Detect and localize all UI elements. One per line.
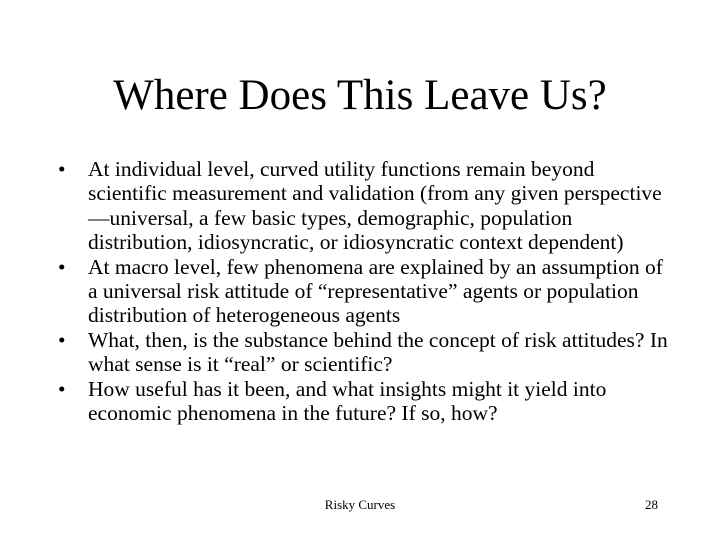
page-number: 28 [645,497,658,512]
bullet-icon: • [58,376,66,401]
bullet-icon: • [58,327,66,352]
bullet-icon: • [58,254,66,279]
footer-title: Risky Curves [324,497,396,512]
bullet-item [58,157,670,255]
bullet-item [58,328,670,377]
bullet-text: What, then, is the substance behind the concept of risk attitudes? In what sense is it “real” or scientific? [88,327,668,377]
bullet-text: At individual level, curved utility functions remain beyond scientific measurement and validation (from any given perspective—universal, a few basic types, demographic, population distribution, idiosyncratic, or idiosyncratic context dependent) [88,157,662,255]
bullet-icon: • [58,157,66,181]
bullet-text: How useful has it been, and what insights might it yield into economic phenomena in the future? If so, how? [88,376,607,426]
bullet-list [58,157,670,425]
bullet-item [58,377,670,426]
slide-title: Where Does This Leave Us? [113,72,607,119]
bullet-item [58,255,670,328]
bullet-text: At macro level, few phenomena are explained by an assumption of a universal risk attitude of “representative” agents or population distribution of heterogeneous agents [88,254,663,328]
